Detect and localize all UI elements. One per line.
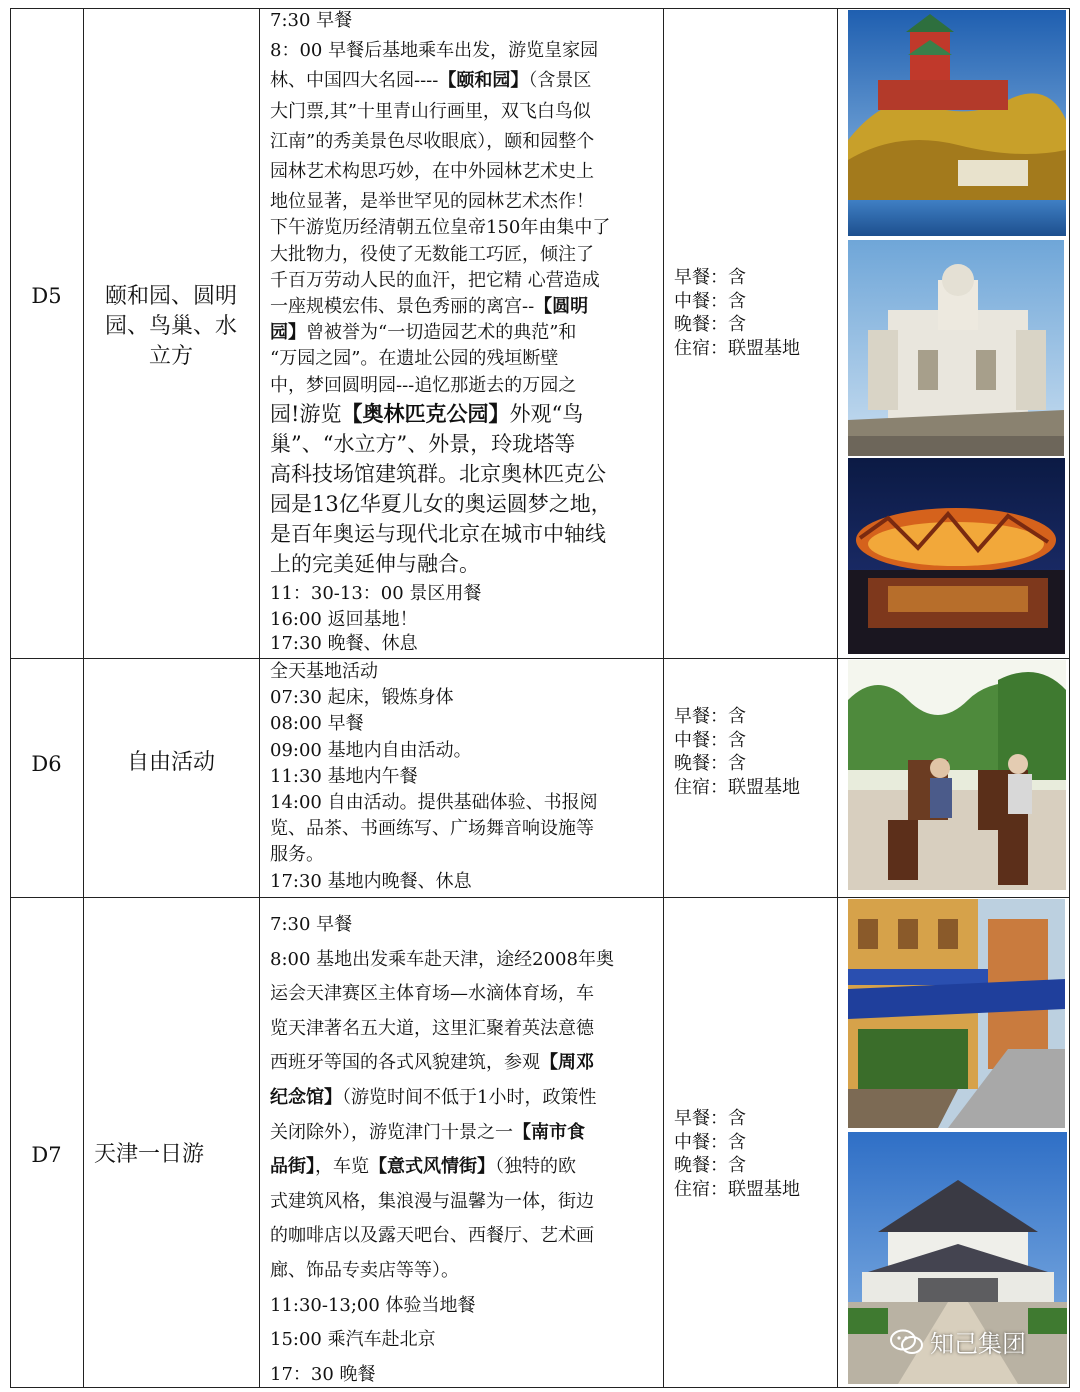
column-divider xyxy=(259,8,260,1388)
day-title-line: 自由活动 xyxy=(126,750,215,775)
day-label: D7 xyxy=(31,1143,62,1167)
meal-dinner: 晚餐：含 xyxy=(674,1155,746,1176)
schedule-line: 的咖啡店以及露天吧台、西餐厅、艺术画 xyxy=(270,1225,594,1247)
meals-info xyxy=(674,266,800,360)
column-divider xyxy=(663,8,664,1388)
schedule-line: 林、中国四大名园----【颐和园】（含景区 xyxy=(270,70,592,92)
schedule-line: 江南”的秀美景色尽收眼底），颐和园整个 xyxy=(270,130,595,152)
highlight-yuanmingyuan: 【圆明 xyxy=(534,296,589,318)
day-title-line: 颐和园、圆明 xyxy=(104,284,237,309)
meal-dinner: 晚餐：含 xyxy=(674,753,746,774)
schedule-line: “万园之园”。在遗址公园的残垣断壁 xyxy=(270,348,559,370)
wechat-icon xyxy=(890,1329,924,1355)
meal-lunch: 中餐：含 xyxy=(674,1131,746,1153)
schedule-line: 全天基地活动 xyxy=(270,661,378,682)
highlight-zhou-deng: 【周邓 xyxy=(540,1052,594,1074)
schedule-line: 是百年奥运与现代北京在城市中轴线 xyxy=(270,521,606,546)
summer-palace-photo xyxy=(848,10,1066,236)
meal-breakfast: 早餐：含 xyxy=(674,267,746,288)
schedule-line: 园】曾被誉为“一切造园艺术的典范”和 xyxy=(270,322,577,344)
schedule-line: 15:00 乘汽车赴北京 xyxy=(270,1329,436,1351)
schedule-line: 览天津著名五大道，这里汇聚着英法意德 xyxy=(270,1017,594,1039)
lodging: 住宿：联盟基地 xyxy=(674,776,800,798)
schedule-line: 运会天津赛区主体育场—水滴体育场，车 xyxy=(270,983,594,1005)
schedule-line: 11：30-13：00 景区用餐 xyxy=(270,582,482,604)
schedule-line: 8：00 早餐后基地乘车出发，游览皇家园 xyxy=(270,40,599,62)
schedule-line: 览、品茶、书画练写、广场舞音响设施等 xyxy=(270,818,594,840)
schedule-line: 关闭除外），游览津门十景之一【南市食 xyxy=(270,1121,585,1143)
schedule-line: 上的完美延伸与融合。 xyxy=(270,551,480,576)
schedule-line: 09:00 基地内自由活动。 xyxy=(270,739,472,761)
itinerary-table xyxy=(10,8,1070,1388)
watermark-text: 知己集团 xyxy=(930,1330,1026,1358)
italian-street-photo xyxy=(848,899,1065,1128)
schedule-line: 17:30 基地内晚餐、休息 xyxy=(270,870,472,892)
meal-lunch: 中餐：含 xyxy=(674,729,746,751)
schedule-line: 17:30 晚餐、休息 xyxy=(270,633,418,655)
day-title-line: 立方 xyxy=(148,344,193,369)
schedule-text xyxy=(270,659,662,895)
day-label: D6 xyxy=(31,752,62,776)
day-label: D5 xyxy=(31,284,62,308)
schedule-line: 8:00 基地出发乘车赴天津，途经2008年奥 xyxy=(270,948,614,970)
column-divider xyxy=(837,8,838,1388)
schedule-line: 西班牙等国的各式风貌建筑，参观【周邓 xyxy=(270,1052,594,1074)
schedule-line: 纪念馆】（游览时间不低于1小时，政策性 xyxy=(270,1086,597,1108)
day-title xyxy=(90,1140,256,1170)
schedule-line: 地位显著，是举世罕见的园林艺术杰作！ xyxy=(270,191,594,213)
schedule-text xyxy=(270,908,662,1392)
table-border-left xyxy=(10,8,11,1388)
column-divider xyxy=(83,8,84,1388)
highlight-olympic-park: 【奥林匹克公园】 xyxy=(341,400,510,426)
schedule-line: 服务。 xyxy=(270,844,324,866)
meal-breakfast: 早餐：含 xyxy=(674,1108,746,1129)
schedule-text xyxy=(270,8,662,655)
schedule-line: 7:30 早餐 xyxy=(270,10,353,31)
schedule-line: 08:00 早餐 xyxy=(270,713,364,735)
schedule-line: 11:30 基地内午餐 xyxy=(270,765,418,787)
highlight-summer-palace: 【颐和园】 xyxy=(438,70,529,92)
table-border-right xyxy=(1069,8,1070,1388)
meal-breakfast: 早餐：含 xyxy=(674,706,746,727)
schedule-line: 巢”、“水立方”、外景，玲珑塔等 xyxy=(270,431,576,456)
highlight-yuanmingyuan: 园】 xyxy=(270,322,306,344)
base-cafe-seniors-photo xyxy=(848,660,1066,890)
schedule-line: 17：30 晚餐 xyxy=(270,1363,376,1385)
schedule-line: 大批物力，役使了无数能工巧匠，倾注了 xyxy=(270,243,594,265)
schedule-line: 11:30-13;00 体验当地餐 xyxy=(270,1294,476,1316)
schedule-line: 07:30 起床，锻炼身体 xyxy=(270,687,454,709)
schedule-line: 廊、饰品专卖店等等）。 xyxy=(270,1259,459,1281)
meal-lunch: 中餐：含 xyxy=(674,290,746,312)
schedule-line: 品街】，车览【意式风情街】（独特的欧 xyxy=(270,1156,576,1178)
birds-nest-photo xyxy=(848,458,1065,654)
schedule-line: 14:00 自由活动。提供基础体验、书报阅 xyxy=(270,792,598,814)
yuanmingyuan-ruins-photo xyxy=(848,240,1064,456)
row-divider xyxy=(10,897,1070,898)
highlight-nanshi-food-street: 【南市食 xyxy=(513,1121,585,1143)
schedule-line: 16:00 返回基地！ xyxy=(270,609,418,631)
schedule-line: 园林艺术构思巧妙，在中外园林艺术史上 xyxy=(270,161,594,183)
highlight-zhou-deng: 纪念馆】 xyxy=(270,1086,342,1108)
schedule-line: 一座规模宏伟、景色秀丽的离宫--【圆明 xyxy=(270,296,589,318)
schedule-line: 下午游览历经清朝五位皇帝150年由集中了 xyxy=(270,217,611,239)
highlight-nanshi-food-street: 品街】 xyxy=(270,1156,315,1178)
schedule-line: 大门票,其”十里青山行画里，双飞白鸟似 xyxy=(270,100,591,122)
day-title xyxy=(90,282,252,372)
schedule-line: 式建筑风格，集浪漫与温馨为一体，街边 xyxy=(270,1190,594,1212)
schedule-line: 7:30 早餐 xyxy=(270,914,353,935)
highlight-italian-street: 【意式风情街】 xyxy=(369,1156,495,1178)
meals-info xyxy=(674,705,800,799)
lodging: 住宿：联盟基地 xyxy=(674,337,800,359)
watermark xyxy=(890,1324,1026,1359)
day-title-line: 天津一日游 xyxy=(94,1142,205,1167)
schedule-line: 中，梦回圆明园---追忆那逝去的万园之 xyxy=(270,374,577,396)
schedule-line: 千百万劳动人民的血汗，把它精 心营造成 xyxy=(270,269,600,291)
schedule-line: 高科技场馆建筑群。北京奥林匹克公 xyxy=(270,461,606,486)
day-title-line: 园、鸟巢、水 xyxy=(104,314,237,339)
lodging: 住宿：联盟基地 xyxy=(674,1178,800,1200)
schedule-line: 园!游览【奥林匹克公园】外观“鸟 xyxy=(270,400,584,426)
schedule-line: 园是13亿华夏儿女的奥运圆梦之地， xyxy=(270,491,612,516)
meals-info xyxy=(674,1107,800,1201)
day-title xyxy=(90,748,252,778)
meal-dinner: 晚餐：含 xyxy=(674,314,746,335)
